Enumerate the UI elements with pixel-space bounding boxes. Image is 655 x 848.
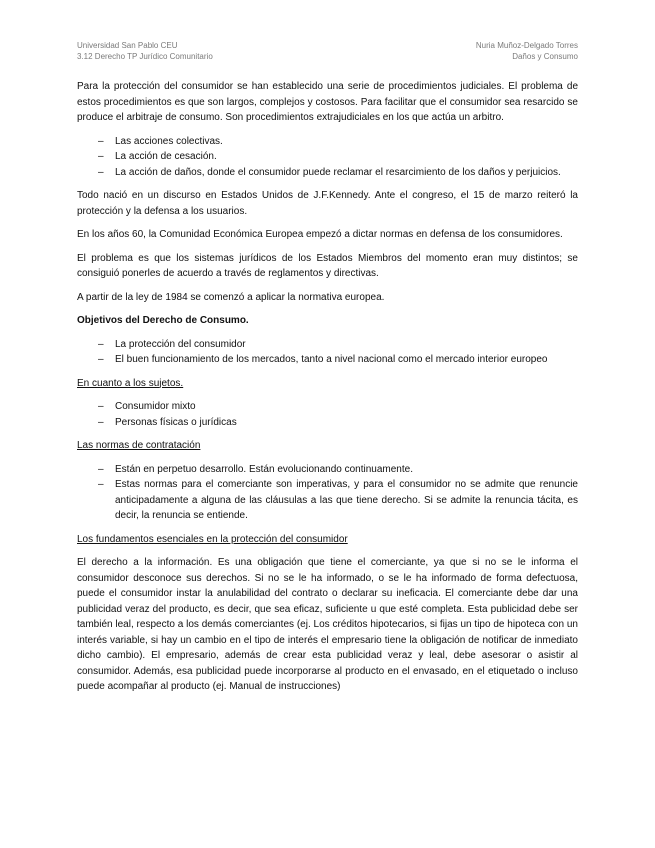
header-right	[476, 40, 578, 62]
contract-rules-list	[77, 462, 578, 524]
dash-bullet: –	[98, 135, 104, 147]
heading-objectives: Objetivos del Derecho de Consumo.	[77, 315, 249, 326]
objectives-list	[77, 337, 578, 368]
paragraph-law-1984: A partir de la ley de 1984 se comenzó a aplicar la normativa europea.	[77, 291, 385, 303]
list-item: – Personas físicas o jurídicas	[77, 415, 578, 431]
document-body	[77, 79, 578, 703]
dash-bullet: –	[98, 401, 104, 412]
list-item: – Consumidor mixto	[77, 399, 578, 415]
paragraph-member-states: El problema es que los sistemas jurídicos de los Estados Miembros del momento eran muy distintos; se consiguió ponerles de acuerdo a través de reglamentos y directivas.	[77, 252, 578, 279]
header-university: Universidad San Pablo CEU	[77, 41, 178, 50]
paragraph-cee: En los años 60, la Comunidad Económica Europea empezó a dictar normas en defensa de los consumidores.	[77, 229, 563, 240]
actions-list	[77, 134, 578, 181]
list-item: – La acción de cesación.	[77, 149, 578, 165]
dash-bullet: –	[98, 416, 104, 428]
header-course: 3.12 Derecho TP Jurídico Comunitario	[77, 52, 213, 61]
dash-bullet: –	[98, 479, 104, 490]
list-item: – Estas normas para el comerciante son imperativas, y para el consumidor no se admite que renuncie anticipadamente a alguna de las cláusulas a las que tiene derecho. Si se admite la renuncia tácita, es decir, la renuncia se entiende.	[98, 479, 578, 521]
dash-bullet: –	[98, 463, 104, 475]
dash-bullet: –	[98, 354, 104, 365]
heading-subjects: En cuanto a los sujetos.	[77, 377, 184, 389]
paragraph-kennedy: Todo nació en un discurso en Estados Unidos de J.F.Kennedy. Ante el congreso, el 15 de marzo reiteró la protección y la defensa a los usuarios.	[77, 190, 578, 217]
dash-bullet: –	[98, 166, 104, 178]
heading-contract-rules: Las normas de contratación	[77, 440, 201, 451]
header-left	[77, 40, 213, 62]
list-item: – La acción de daños, donde el consumidor puede reclamar el resarcimiento de los daños y perjuicios.	[77, 165, 578, 181]
list-item: – Están en perpetuo desarrollo. Están evolucionando continuamente.	[77, 462, 578, 478]
header-topic: Daños y Consumo	[512, 52, 578, 61]
subjects-list	[77, 399, 578, 430]
paragraph-information-right: El derecho a la información. Es una obligación que tiene el comerciante, ya que si no se le informa el consumidor desconoce sus derechos. Si no se le ha informado, o se le ha informado de forma defectuosa, puede el consumidor instar la anulabilidad del contrato o declarar su ineficacia. El comerciante debe dar una publicidad veraz del producto, es decir, que sea eficaz, suficiente u que esté completa. Esta publicidad debe ser también leal, respecto a los demás comerciantes (ej. Los créditos hipotecarios, si fijas un tipo de hipoteca con un interés variable, si hay un cambio en el tipo de interés el empresario tiene la obligación de notificar de inmediato dicho cambio). El empresario, además de crear esta publicidad veraz y leal, debe asesorar o asistir al consumidor. Además, esa publicidad puede incorporarse al producto en el envasado, en el etiquetado o incluso puede acompañar al producto (ej. Manual de instrucciones)	[77, 557, 578, 692]
list-item: – Las acciones colectivas.	[77, 134, 578, 150]
list-item: – El buen funcionamiento de los mercados, tanto a nivel nacional como el mercado interior europeo	[77, 352, 578, 368]
dash-bullet: –	[98, 338, 104, 350]
list-item: – La protección del consumidor	[77, 337, 578, 353]
header-author: Nuria Muñoz-Delgado Torres	[475, 41, 578, 50]
paragraph-intro: Para la protección del consumidor se han establecido una serie de procedimientos judiciales. El problema de estos procedimientos es que son largos, complejos y costosos. Para facilitar que el consumidor sea resarcido se produce el arbitraje de consumo. Son procedimientos extrajudiciales en los que actúa un arbitro.	[77, 81, 578, 123]
heading-fundamentals: Los fundamentos esenciales en la protección del consumidor	[77, 533, 348, 545]
dash-bullet: –	[98, 151, 104, 162]
